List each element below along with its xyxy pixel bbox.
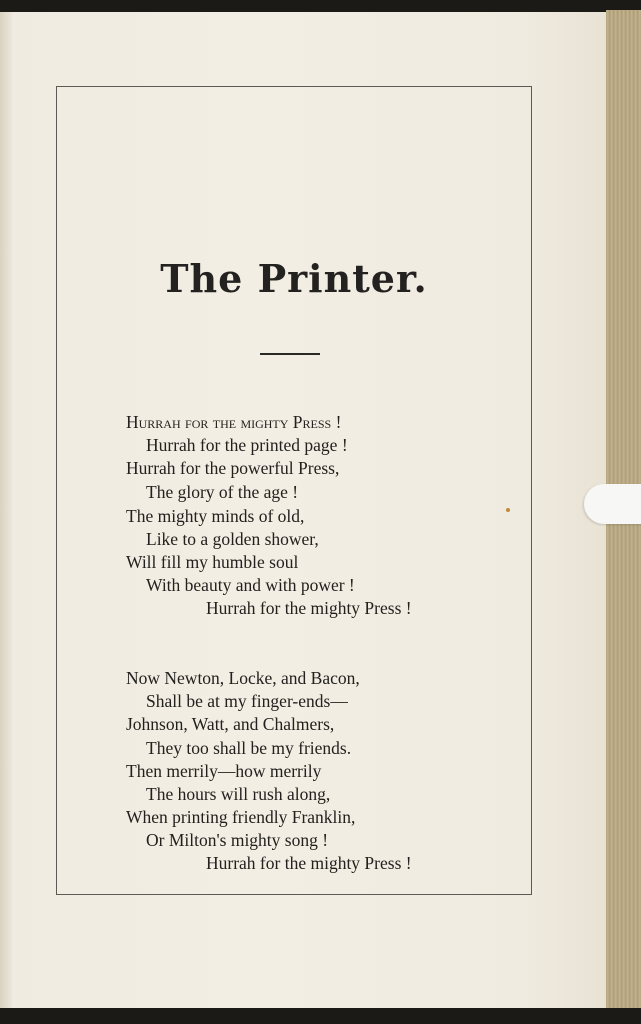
poem-line: The hours will rush along, bbox=[146, 784, 331, 804]
poem-title: The Printer. bbox=[160, 256, 428, 301]
poem-line: Hurrah for the mighty Press ! bbox=[206, 853, 412, 873]
poem-line: Then merrily—how merrily bbox=[126, 761, 322, 781]
poem-line: Hurrah for the mighty Press ! bbox=[126, 412, 342, 432]
poem-line: Johnson, Watt, and Chalmers, bbox=[126, 714, 335, 734]
scan-top-border bbox=[0, 0, 641, 12]
poem-line: Now Newton, Locke, and Bacon, bbox=[126, 668, 360, 688]
poem-line: Hurrah for the powerful Press, bbox=[126, 458, 340, 478]
scan-bottom-border bbox=[0, 1008, 641, 1024]
paper-bookmark-tab bbox=[584, 484, 641, 524]
paper-speck bbox=[506, 508, 510, 512]
poem-line: With beauty and with power ! bbox=[146, 575, 355, 595]
poem-line: They too shall be my friends. bbox=[146, 738, 352, 758]
poem-line: Will fill my humble soul bbox=[126, 552, 299, 572]
poem-line: The glory of the age ! bbox=[146, 482, 299, 502]
poem-line: The mighty minds of old, bbox=[126, 506, 305, 526]
poem-line: Hurrah for the printed page ! bbox=[146, 435, 348, 455]
title-rule bbox=[260, 353, 320, 355]
poem-line: Hurrah for the mighty Press ! bbox=[206, 598, 412, 618]
poem-line: Like to a golden shower, bbox=[146, 529, 319, 549]
poem-line: Or Milton's mighty song ! bbox=[146, 830, 329, 850]
poem-line: Shall be at my finger-ends— bbox=[146, 691, 348, 711]
poem-line: When printing friendly Franklin, bbox=[126, 807, 356, 827]
